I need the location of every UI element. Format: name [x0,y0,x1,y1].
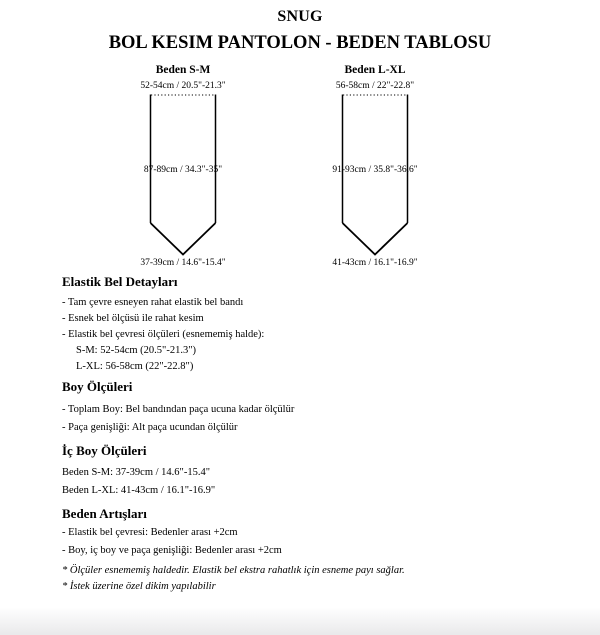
size-label: Beden S-M [155,64,211,76]
section-heading: İç Boy Ölçüleri [62,443,147,458]
waist-measurement: 52-54cm / 20.5"-21.3" [140,81,226,91]
spec-line: - Tam çevre esneyen rahat elastik bel bandı [62,297,244,308]
section-heading: Boy Ölçüleri [62,379,133,394]
hem-measurement: 41-43cm / 16.1"-16.9" [332,258,418,268]
section-heading: Beden Artışları [62,506,147,521]
page-title: BOL KESIM PANTOLON - BEDEN TABLOSU [108,33,492,53]
section-inseam [62,443,562,503]
spec-line: Beden S-M: 37-39cm / 14.6"-15.4" [62,467,210,478]
spec-line: - Paça genişliği: Alt paça ucundan ölçülür [62,422,238,433]
diagram-size-sm [98,62,268,274]
waist-measurement: 56-58cm / 22"-22.8" [335,81,415,91]
length-measurement: 91-93cm / 35.8"-36.6" [332,165,418,175]
section-heading: Elastik Bel Detayları [62,274,178,289]
length-measurement: 87-89cm / 34.3"-35" [143,165,223,175]
footnote: * Ölçüler esnememiş haldedir. Elastik bel ekstra rahatlık için esneme payı sağlar. [62,565,405,576]
spec-line: - Elastik bel çevresi: Bedenler arası +2cm [62,527,238,538]
spec-line: - Toplam Boy: Bel bandından paça ucuna kadar ölçülür [62,404,295,415]
spec-line: - Elastik bel çevresi ölçüleri (esnememiş halde): [62,329,265,340]
footnote: * İstek üzerine özel dikim yapılabilir [62,581,216,592]
size-label: Beden L-XL [344,64,406,76]
diagram-size-lxl [290,62,460,274]
pant-outline-drawing [149,94,217,257]
section-elastic-waist [62,274,562,374]
brand-title: SNUG [277,8,323,25]
spec-line: S-M: 52-54cm (20.5"-21.3") [76,345,196,356]
spec-line: Beden L-XL: 41-43cm / 16.1"-16.9" [62,485,216,496]
spec-line: - Boy, iç boy ve paça genişliği: Bedenler arası +2cm [62,545,282,556]
spec-line: - Esnek bel ölçüsü ile rahat kesim [62,313,204,324]
page-bottom-shadow [0,607,600,635]
section-length [62,379,562,439]
section-size-increments [62,506,562,564]
spec-line: L-XL: 56-58cm (22"-22.8") [76,361,194,372]
hem-measurement: 37-39cm / 14.6"-15.4" [140,258,226,268]
pant-outline-drawing [341,94,409,257]
